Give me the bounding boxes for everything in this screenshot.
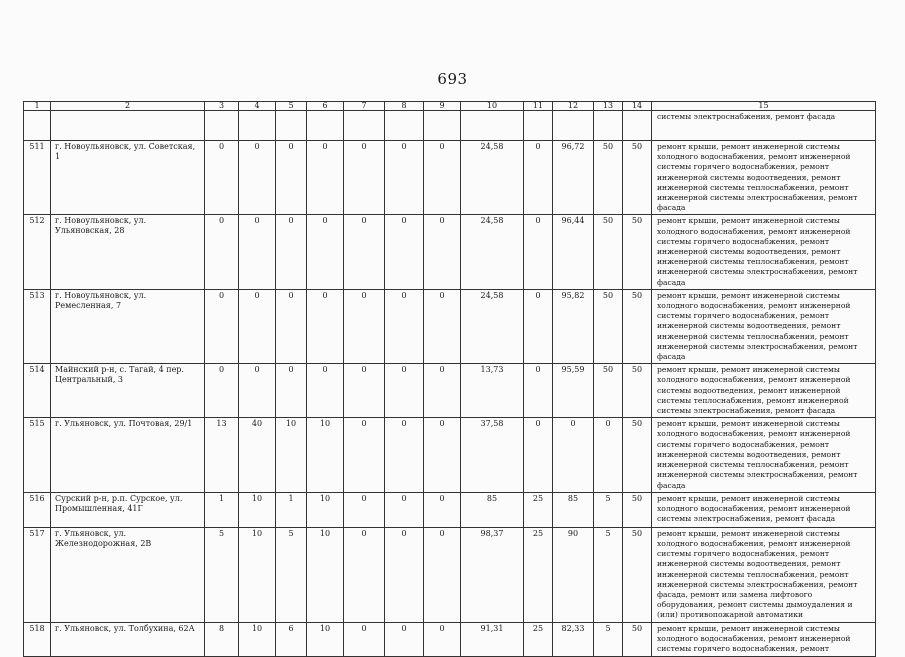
col-6: 10 <box>307 418 344 492</box>
col-4: 0 <box>239 289 276 363</box>
col-10: 98,37 <box>461 527 524 622</box>
address: г. Новоульяновск, ул. Ремесленная, 7 <box>51 289 205 363</box>
page-number: 693 <box>437 70 468 88</box>
col-5: 0 <box>276 289 307 363</box>
col-10: 24,58 <box>461 289 524 363</box>
col-13: 50 <box>594 364 623 418</box>
col-10: 13,73 <box>461 364 524 418</box>
table-row <box>24 215 876 289</box>
col-7: 0 <box>344 289 385 363</box>
col-11: 0 <box>524 418 553 492</box>
work-description: ремонт крыши, ремонт инженерной системы холодного водоснабжения, ремонт инженерной системы электроснабжения, ремонт фасада <box>652 492 876 527</box>
col-5: 5 <box>276 527 307 622</box>
work-description: ремонт крыши, ремонт инженерной системы холодного водоснабжения, ремонт инженерной системы горячего водоснабжения, ремонт инженерной системы водоотведения, ремонт инженерной системы теплоснабжения, ремонт инженерной системы электроснабжения, ремонт фасада <box>652 289 876 363</box>
col-11: 25 <box>524 492 553 527</box>
column-header: 15 <box>652 102 876 111</box>
row-number: 518 <box>24 622 51 656</box>
column-header: 6 <box>307 102 344 111</box>
col-4: 10 <box>239 622 276 656</box>
col-13: 50 <box>594 289 623 363</box>
col-9: 0 <box>424 622 461 656</box>
work-description: ремонт крыши, ремонт инженерной системы холодного водоснабжения, ремонт инженерной системы водоотведения, ремонт инженерной системы теплоснабжения, ремонт инженерной системы электроснабжения, ремонт фасада <box>652 364 876 418</box>
col-10: 37,58 <box>461 418 524 492</box>
address: г. Ульяновск, ул. Железнодорожная, 2В <box>51 527 205 622</box>
col-6: 0 <box>307 364 344 418</box>
col-4: 0 <box>239 141 276 215</box>
column-header: 14 <box>623 102 652 111</box>
col-5: 6 <box>276 622 307 656</box>
work-description: ремонт крыши, ремонт инженерной системы холодного водоснабжения, ремонт инженерной системы горячего водоснабжения, ремонт инженерной системы водоотведения, ремонт инженерной системы теплоснабжения, ремонт инженерной системы электроснабжения, ремонт фасада <box>652 418 876 492</box>
col-8: 0 <box>385 141 424 215</box>
col-12: 82,33 <box>553 622 594 656</box>
col-14: 50 <box>623 364 652 418</box>
address: Майнский р-н, с. Тагай, 4 пер. Центральный, 3 <box>51 364 205 418</box>
table-row <box>24 418 876 492</box>
col-11: 25 <box>524 622 553 656</box>
col-14: 50 <box>623 492 652 527</box>
col-3: 0 <box>205 364 239 418</box>
col-14: 50 <box>623 289 652 363</box>
column-header: 1 <box>24 102 51 111</box>
column-header: 9 <box>424 102 461 111</box>
table-row <box>24 141 876 215</box>
col-4: 0 <box>239 215 276 289</box>
col-10: 24,58 <box>461 215 524 289</box>
column-header: 2 <box>51 102 205 111</box>
column-header: 5 <box>276 102 307 111</box>
col-11: 0 <box>524 364 553 418</box>
col-13: 5 <box>594 492 623 527</box>
col-6: 0 <box>307 215 344 289</box>
col-12: 0 <box>553 418 594 492</box>
col-5: 1 <box>276 492 307 527</box>
row-number: 511 <box>24 141 51 215</box>
repair-program-table <box>23 101 876 657</box>
col-12: 96,44 <box>553 215 594 289</box>
col-9: 0 <box>424 141 461 215</box>
address: г. Ульяновск, ул. Почтовая, 29/1 <box>51 418 205 492</box>
table-row <box>24 492 876 527</box>
col-3: 0 <box>205 141 239 215</box>
row-number: 517 <box>24 527 51 622</box>
table-row <box>24 622 876 656</box>
col-6: 10 <box>307 492 344 527</box>
col-6: 0 <box>307 289 344 363</box>
col-9: 0 <box>424 215 461 289</box>
work-description: ремонт крыши, ремонт инженерной системы холодного водоснабжения, ремонт инженерной системы горячего водоснабжения, ремонт инженерной системы водоотведения, ремонт инженерной системы теплоснабжения, ремонт инженерной системы электроснабжения, ремонт фасада <box>652 215 876 289</box>
table-row <box>24 289 876 363</box>
col-7: 0 <box>344 622 385 656</box>
col-3: 0 <box>205 215 239 289</box>
row-number: 512 <box>24 215 51 289</box>
address: г. Новоульяновск, ул. Ульяновская, 28 <box>51 215 205 289</box>
col-12: 90 <box>553 527 594 622</box>
col-9: 0 <box>424 418 461 492</box>
column-header: 3 <box>205 102 239 111</box>
col-3: 13 <box>205 418 239 492</box>
col-13: 50 <box>594 215 623 289</box>
col-4: 10 <box>239 527 276 622</box>
col-13: 50 <box>594 141 623 215</box>
work-description: ремонт крыши, ремонт инженерной системы холодного водоснабжения, ремонт инженерной системы горячего водоснабжения, ремонт инженерной системы водоотведения, ремонт инженерной системы теплоснабжения, ремонт инженерной системы электроснабжения, ремонт фасада, ремонт или замена лифтового оборудования, ремонт системы дымоудаления и (или) противопожарной автоматики <box>652 527 876 622</box>
row-number: 514 <box>24 364 51 418</box>
col-10: 24,58 <box>461 141 524 215</box>
col-12: 95,82 <box>553 289 594 363</box>
col-3: 1 <box>205 492 239 527</box>
address: Сурский р-н, р.п. Сурское, ул. Промышленная, 41Г <box>51 492 205 527</box>
row-number: 516 <box>24 492 51 527</box>
table-row <box>24 364 876 418</box>
col-3: 5 <box>205 527 239 622</box>
col-11: 0 <box>524 141 553 215</box>
col-8: 0 <box>385 527 424 622</box>
col-7: 0 <box>344 492 385 527</box>
col-8: 0 <box>385 622 424 656</box>
column-header: 4 <box>239 102 276 111</box>
col-14: 50 <box>623 418 652 492</box>
row-number: 513 <box>24 289 51 363</box>
col-10: 85 <box>461 492 524 527</box>
col-6: 10 <box>307 527 344 622</box>
column-header: 11 <box>524 102 553 111</box>
column-header: 12 <box>553 102 594 111</box>
col-7: 0 <box>344 215 385 289</box>
col-4: 10 <box>239 492 276 527</box>
col-13: 5 <box>594 622 623 656</box>
work-description: системы электроснабжения, ремонт фасада <box>652 111 876 141</box>
work-description: ремонт крыши, ремонт инженерной системы холодного водоснабжения, ремонт инженерной системы горячего водоснабжения, ремонт <box>652 622 876 656</box>
col-14: 50 <box>623 622 652 656</box>
col-9: 0 <box>424 364 461 418</box>
col-9: 0 <box>424 527 461 622</box>
col-5: 0 <box>276 141 307 215</box>
continuation-row <box>24 111 876 141</box>
column-number-header-row <box>24 102 876 111</box>
col-14: 50 <box>623 141 652 215</box>
col-13: 5 <box>594 527 623 622</box>
col-5: 0 <box>276 215 307 289</box>
col-7: 0 <box>344 141 385 215</box>
col-11: 25 <box>524 527 553 622</box>
col-4: 40 <box>239 418 276 492</box>
col-11: 0 <box>524 289 553 363</box>
col-3: 0 <box>205 289 239 363</box>
col-14: 50 <box>623 527 652 622</box>
address: г. Новоульяновск, ул. Советская, 1 <box>51 141 205 215</box>
column-header: 8 <box>385 102 424 111</box>
col-6: 0 <box>307 141 344 215</box>
address: г. Ульяновск, ул. Толбухина, 62А <box>51 622 205 656</box>
col-5: 10 <box>276 418 307 492</box>
col-14: 50 <box>623 215 652 289</box>
column-header: 10 <box>461 102 524 111</box>
col-4: 0 <box>239 364 276 418</box>
col-10: 91,31 <box>461 622 524 656</box>
col-6: 10 <box>307 622 344 656</box>
col-8: 0 <box>385 364 424 418</box>
col-13: 0 <box>594 418 623 492</box>
col-12: 96,72 <box>553 141 594 215</box>
col-7: 0 <box>344 527 385 622</box>
col-9: 0 <box>424 492 461 527</box>
column-header: 13 <box>594 102 623 111</box>
col-12: 85 <box>553 492 594 527</box>
column-header: 7 <box>344 102 385 111</box>
col-8: 0 <box>385 492 424 527</box>
col-8: 0 <box>385 215 424 289</box>
row-number: 515 <box>24 418 51 492</box>
col-11: 0 <box>524 215 553 289</box>
table-row <box>24 527 876 622</box>
work-description: ремонт крыши, ремонт инженерной системы холодного водоснабжения, ремонт инженерной системы горячего водоснабжения, ремонт инженерной системы водоотведения, ремонт инженерной системы теплоснабжения, ремонт инженерной системы электроснабжения, ремонт фасада <box>652 141 876 215</box>
col-5: 0 <box>276 364 307 418</box>
col-7: 0 <box>344 364 385 418</box>
col-9: 0 <box>424 289 461 363</box>
col-3: 8 <box>205 622 239 656</box>
col-8: 0 <box>385 418 424 492</box>
col-12: 95,59 <box>553 364 594 418</box>
col-7: 0 <box>344 418 385 492</box>
col-8: 0 <box>385 289 424 363</box>
